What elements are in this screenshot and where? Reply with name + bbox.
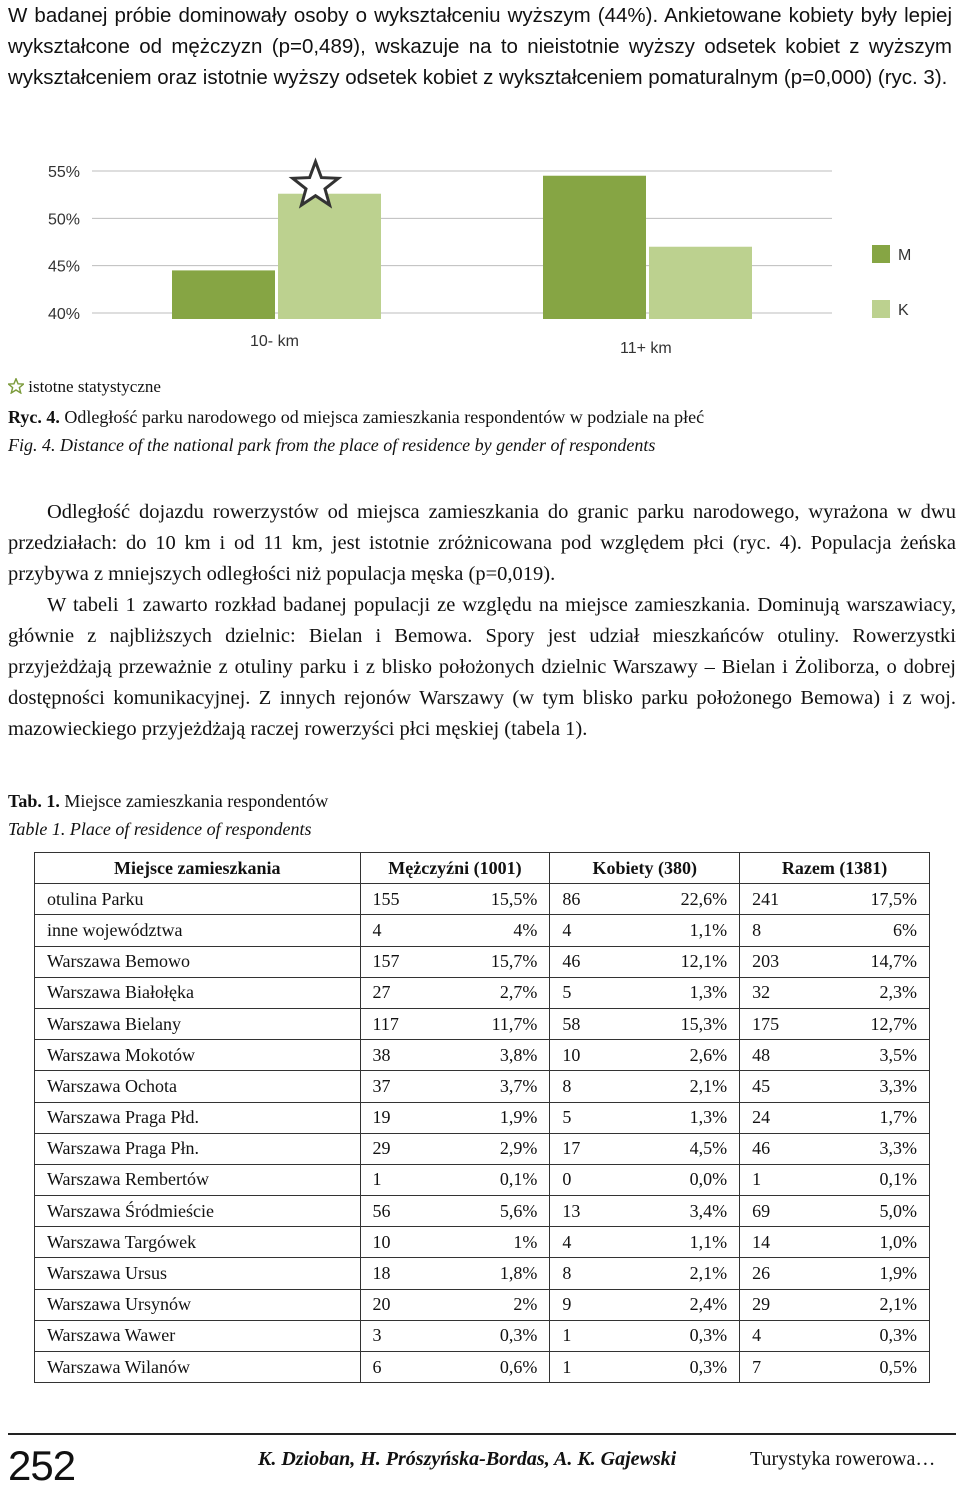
cell-count: 1 — [550, 1352, 645, 1383]
cell-percent: 2,9% — [455, 1133, 550, 1164]
table-row — [35, 1164, 930, 1195]
cell-count: 14 — [740, 1227, 835, 1258]
cell-count: 155 — [360, 884, 455, 915]
cell-place: Warszawa Wawer — [35, 1320, 361, 1351]
cell-percent: 2,1% — [645, 1071, 740, 1102]
cell-percent: 2% — [455, 1289, 550, 1320]
residence-table — [34, 852, 930, 1383]
cell-count: 4 — [360, 915, 455, 946]
chart-x-categories — [250, 333, 672, 357]
intro-paragraph — [8, 0, 952, 93]
cell-count: 8 — [550, 1071, 645, 1102]
cell-count: 1 — [740, 1164, 835, 1195]
significance-note — [8, 377, 161, 397]
cell-percent: 3,8% — [455, 1040, 550, 1071]
cell-place: Warszawa Ursynów — [35, 1289, 361, 1320]
cell-percent: 2,6% — [645, 1040, 740, 1071]
cell-place: Warszawa Ochota — [35, 1071, 361, 1102]
header-women: Kobiety (380) — [550, 853, 740, 884]
body-paragraph-2: W tabeli 1 zawarto rozkład badanej populacji ze względu na miejsce zamieszkania. Dominują warszawiacy, głównie z najbliższych dzielnic: Bielan i Bemowa. Spory jest udział mieszkańców otuliny. Rowerzystki przyjeżdżają przeważnie z otuliny parku i z blisko położonych dzielnic Warszawy – Bielan i Żoliborza, o dobrej dostępności komunikacyjnej. Z innych rejonów Warszawy (w tym blisko parku położonego Bemowa) i z woj. mazowieckiego przyjeżdżają raczej rowerzyści płci męskiej (tabela 1). — [8, 594, 956, 740]
cell-count: 58 — [550, 1008, 645, 1039]
cell-count: 5 — [550, 1102, 645, 1133]
cell-percent: 12,7% — [835, 1008, 930, 1039]
cell-percent: 1,1% — [645, 915, 740, 946]
cell-percent: 2,1% — [645, 1258, 740, 1289]
figure-caption — [8, 403, 704, 459]
table-row — [35, 946, 930, 977]
distance-bar-chart — [0, 120, 960, 370]
cell-place: inne województwa — [35, 915, 361, 946]
cell-percent: 0,3% — [645, 1352, 740, 1383]
cell-count: 10 — [550, 1040, 645, 1071]
body-text — [8, 497, 956, 745]
cell-place: Warszawa Białołęka — [35, 977, 361, 1008]
cell-percent: 4,5% — [645, 1133, 740, 1164]
cell-count: 7 — [740, 1352, 835, 1383]
table-row — [35, 1227, 930, 1258]
cell-percent: 1,3% — [645, 977, 740, 1008]
cell-count: 46 — [550, 946, 645, 977]
header-place: Miejsce zamieszkania — [35, 853, 361, 884]
cell-percent: 6% — [835, 915, 930, 946]
cell-place: Warszawa Targówek — [35, 1227, 361, 1258]
header-total: Razem (1381) — [740, 853, 930, 884]
chart-legend — [872, 245, 911, 319]
cell-count: 241 — [740, 884, 835, 915]
cell-percent: 0,3% — [835, 1320, 930, 1351]
cell-percent: 5,6% — [455, 1196, 550, 1227]
cell-count: 4 — [550, 915, 645, 946]
cell-count: 157 — [360, 946, 455, 977]
cell-count: 4 — [550, 1227, 645, 1258]
cell-percent: 0,5% — [835, 1352, 930, 1383]
cell-percent: 1% — [455, 1227, 550, 1258]
y-tick-label: 50% — [48, 211, 81, 229]
cell-percent: 1,9% — [455, 1102, 550, 1133]
table-row — [35, 1196, 930, 1227]
x-category-label: 11+ km — [620, 340, 672, 357]
bar-M-2 — [543, 176, 646, 319]
cell-place: Warszawa Praga Płn. — [35, 1133, 361, 1164]
cell-count: 10 — [360, 1227, 455, 1258]
table-row — [35, 1008, 930, 1039]
cell-percent: 2,7% — [455, 977, 550, 1008]
cell-percent: 15,3% — [645, 1008, 740, 1039]
table-row — [35, 915, 930, 946]
chart-bars — [172, 176, 752, 319]
cell-place: Warszawa Ursus — [35, 1258, 361, 1289]
cell-place: Warszawa Wilanów — [35, 1352, 361, 1383]
y-tick-label: 45% — [48, 258, 81, 276]
cell-count: 1 — [550, 1320, 645, 1351]
cell-percent: 1,0% — [835, 1227, 930, 1258]
cell-count: 20 — [360, 1289, 455, 1320]
cell-count: 38 — [360, 1040, 455, 1071]
cell-place: Warszawa Rembertów — [35, 1164, 361, 1195]
cell-percent: 1,3% — [645, 1102, 740, 1133]
cell-percent: 17,5% — [835, 884, 930, 915]
cell-count: 13 — [550, 1196, 645, 1227]
cell-percent: 5,0% — [835, 1196, 930, 1227]
table-row — [35, 1133, 930, 1164]
cell-place: Warszawa Bemowo — [35, 946, 361, 977]
cell-count: 203 — [740, 946, 835, 977]
cell-count: 1 — [360, 1164, 455, 1195]
footer-rule — [8, 1433, 956, 1435]
cell-count: 29 — [360, 1133, 455, 1164]
bar-M-1 — [172, 270, 275, 319]
table-caption-pl: Miejsce zamieszkania respondentów — [64, 791, 329, 811]
table-row — [35, 1040, 930, 1071]
x-category-label: 10- km — [250, 333, 299, 350]
cell-percent: 3,4% — [645, 1196, 740, 1227]
cell-count: 46 — [740, 1133, 835, 1164]
cell-percent: 1,8% — [455, 1258, 550, 1289]
figure-caption-en: Fig. 4. Distance of the national park from the place of residence by gender of respondents — [8, 435, 656, 455]
cell-count: 18 — [360, 1258, 455, 1289]
bar-K-2 — [649, 247, 752, 319]
legend-swatch-M — [872, 245, 890, 263]
table-row — [35, 1102, 930, 1133]
cell-percent: 1,1% — [645, 1227, 740, 1258]
cell-count: 32 — [740, 977, 835, 1008]
table-row — [35, 977, 930, 1008]
cell-count: 0 — [550, 1164, 645, 1195]
table-row — [35, 1352, 930, 1383]
star-icon — [8, 378, 24, 394]
cell-count: 17 — [550, 1133, 645, 1164]
legend-label: K — [898, 302, 909, 319]
cell-count: 8 — [550, 1258, 645, 1289]
legend-label: M — [898, 247, 912, 264]
significance-note-text: istotne statystyczne — [28, 377, 161, 396]
cell-count: 19 — [360, 1102, 455, 1133]
y-tick-label: 55% — [48, 164, 81, 181]
cell-percent: 1,9% — [835, 1258, 930, 1289]
cell-count: 3 — [360, 1320, 455, 1351]
cell-place: Warszawa Bielany — [35, 1008, 361, 1039]
cell-count: 27 — [360, 977, 455, 1008]
cell-count: 175 — [740, 1008, 835, 1039]
table-header-row — [35, 853, 930, 884]
cell-count: 8 — [740, 915, 835, 946]
page-number: 252 — [8, 1442, 76, 1489]
table-caption-en: Table 1. Place of residence of respondents — [8, 819, 312, 839]
cell-percent: 1,7% — [835, 1102, 930, 1133]
table-row — [35, 1071, 930, 1102]
cell-place: Warszawa Śródmieście — [35, 1196, 361, 1227]
cell-percent: 0,0% — [645, 1164, 740, 1195]
legend-swatch-K — [872, 300, 890, 318]
cell-percent: 2,1% — [835, 1289, 930, 1320]
table-body — [35, 884, 930, 1383]
cell-percent: 2,3% — [835, 977, 930, 1008]
cell-count: 37 — [360, 1071, 455, 1102]
table-row — [35, 884, 930, 915]
cell-percent: 12,1% — [645, 946, 740, 977]
cell-count: 117 — [360, 1008, 455, 1039]
cell-percent: 22,6% — [645, 884, 740, 915]
cell-percent: 11,7% — [455, 1008, 550, 1039]
running-title: Turystyka rowerowa… — [750, 1448, 936, 1470]
cell-count: 45 — [740, 1071, 835, 1102]
y-tick-label: 40% — [48, 306, 81, 323]
cell-percent: 0,3% — [455, 1320, 550, 1351]
table-label: Tab. 1. — [8, 791, 60, 811]
cell-percent: 2,4% — [645, 1289, 740, 1320]
cell-percent: 15,5% — [455, 884, 550, 915]
cell-count: 48 — [740, 1040, 835, 1071]
cell-count: 4 — [740, 1320, 835, 1351]
cell-percent: 0,6% — [455, 1352, 550, 1383]
cell-count: 56 — [360, 1196, 455, 1227]
cell-percent: 14,7% — [835, 946, 930, 977]
cell-count: 24 — [740, 1102, 835, 1133]
cell-percent: 15,7% — [455, 946, 550, 977]
table-caption — [8, 787, 328, 843]
cell-count: 5 — [550, 977, 645, 1008]
header-men: Mężczyźni (1001) — [360, 853, 550, 884]
cell-percent: 3,3% — [835, 1071, 930, 1102]
cell-percent: 0,1% — [835, 1164, 930, 1195]
cell-percent: 3,3% — [835, 1133, 930, 1164]
cell-count: 86 — [550, 884, 645, 915]
cell-place: Warszawa Praga Płd. — [35, 1102, 361, 1133]
cell-count: 9 — [550, 1289, 645, 1320]
cell-percent: 3,7% — [455, 1071, 550, 1102]
cell-count: 6 — [360, 1352, 455, 1383]
figure-label: Ryc. 4. — [8, 407, 60, 427]
cell-percent: 0,1% — [455, 1164, 550, 1195]
figure-caption-pl: Odległość parku narodowego od miejsca zamieszkania respondentów w podziale na płeć — [64, 407, 705, 427]
bar-K-1 — [278, 194, 381, 319]
cell-percent: 3,5% — [835, 1040, 930, 1071]
cell-count: 69 — [740, 1196, 835, 1227]
chart-y-ticks — [48, 164, 80, 323]
table-row — [35, 1258, 930, 1289]
cell-place: otulina Parku — [35, 884, 361, 915]
cell-percent: 4% — [455, 915, 550, 946]
cell-count: 29 — [740, 1289, 835, 1320]
table-row — [35, 1320, 930, 1351]
cell-percent: 0,3% — [645, 1320, 740, 1351]
cell-count: 26 — [740, 1258, 835, 1289]
table-row — [35, 1289, 930, 1320]
footer-authors: K. Dzioban, H. Prószyńska-Bordas, A. K. Gajewski — [258, 1448, 677, 1470]
cell-place: Warszawa Mokotów — [35, 1040, 361, 1071]
body-paragraph-1: Odległość dojazdu rowerzystów od miejsca zamieszkania do granic parku narodowego, wyrażona w dwu przedziałach: do 10 km i od 11 km, jest istotnie zróżnicowana pod względem płci (ryc. 4). Populacja żeńska przybywa z mniejszych odległości niż populacja męska (p=0,019). — [8, 501, 956, 585]
intro-text: W badanej próbie dominowały osoby o wykształceniu wyższym (44%). Ankietowane kobiety były lepiej wykształcone od mężczyzn (p=0,489), wskazuje na to nieistotnie wyższy odsetek kobiet z wyższym wykształceniem oraz istotnie wyższy odsetek kobiet z wykształceniem pomaturalnym (p=0,000) (ryc. 3). — [8, 4, 952, 89]
